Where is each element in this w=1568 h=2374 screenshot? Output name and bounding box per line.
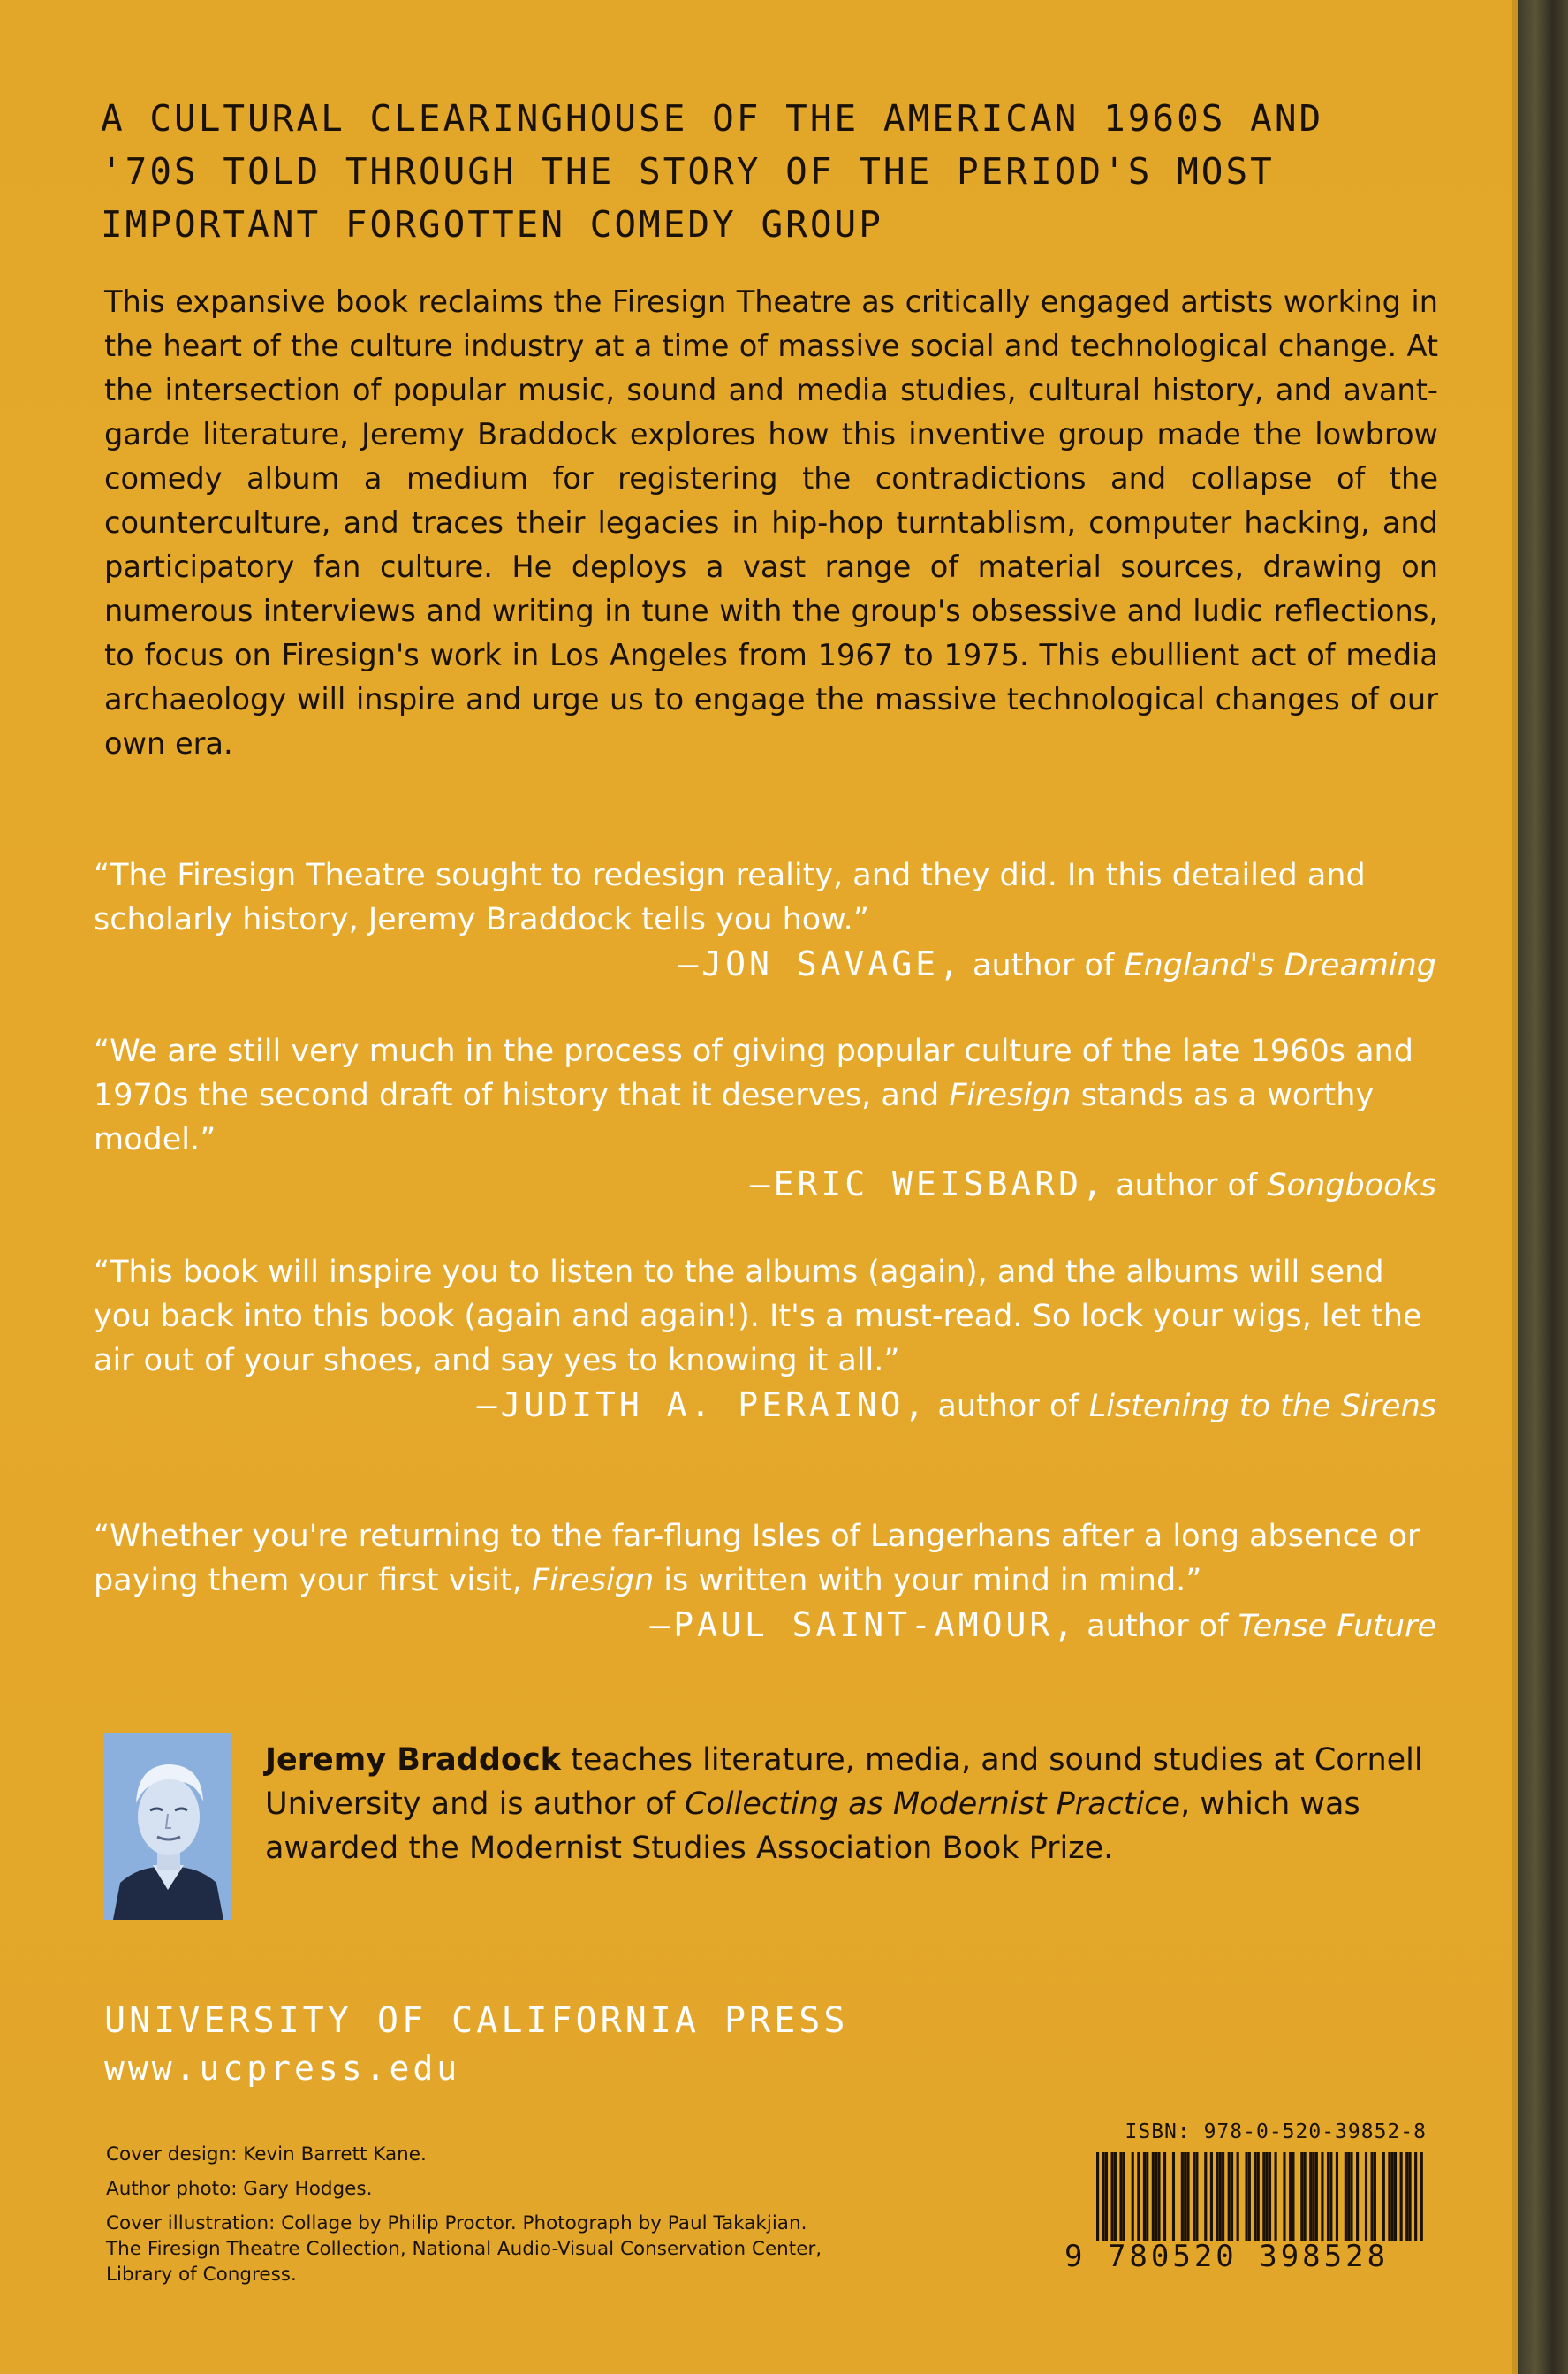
barcode-bar bbox=[1345, 2152, 1347, 2241]
barcode-bar bbox=[1347, 2152, 1350, 2241]
barcode-bar bbox=[1172, 2152, 1175, 2241]
barcode-bar bbox=[1152, 2152, 1155, 2241]
quote-author-name: —JUDITH A. PERAINO, bbox=[476, 1385, 928, 1424]
barcode-bar bbox=[1350, 2152, 1352, 2241]
quote-author-name: —JON SAVAGE, bbox=[678, 944, 963, 983]
barcode-bar bbox=[1114, 2152, 1117, 2241]
barcode-bar bbox=[1309, 2152, 1312, 2241]
quote-author-name: —PAUL SAINT-AMOUR, bbox=[649, 1605, 1078, 1644]
spine-strip bbox=[1518, 0, 1568, 2374]
credit-cover-illustration: Cover illustration: Collage by Philip Proctor. Photograph by Paul Takakjian. The Firesign Theatre Collection, National Audio-Visual Conservation Center, Library of Congress. bbox=[106, 2212, 822, 2286]
author-book: Collecting as Modernist Practice bbox=[685, 1786, 1181, 1822]
blurb-quote bbox=[94, 1514, 1436, 1649]
isbn-label: ISBN: 978-0-520-39852-8 bbox=[1125, 2120, 1427, 2143]
tagline: A CULTURAL CLEARINGHOUSE OF THE AMERICAN 1960S AND '70S TOLD THROUGH THE STORY OF THE PERIOD'S MOST IMPORTANT FORGOTTEN COMEDY GROUP bbox=[101, 97, 1324, 246]
quote-attribution bbox=[94, 1603, 1436, 1649]
barcode-bar bbox=[1119, 2152, 1122, 2241]
author-name: Jeremy Braddock bbox=[265, 1742, 561, 1778]
barcode-bar bbox=[1327, 2152, 1329, 2241]
barcode-bar bbox=[1371, 2152, 1374, 2241]
quote-text: “Whether you're returning to the far-flung Isles of Langerhans after a long absence or paying them your first visit, Firesign is written with your mind in mind.” bbox=[94, 1519, 1420, 1598]
quote-author-book: England's Dreaming bbox=[1124, 948, 1436, 983]
barcode-bar bbox=[1374, 2152, 1376, 2241]
barcode-bar bbox=[1105, 2152, 1108, 2241]
barcode-bar bbox=[1405, 2152, 1408, 2241]
barcode-bar bbox=[1219, 2152, 1222, 2241]
barcode bbox=[1096, 2152, 1423, 2241]
barcode-bar bbox=[1300, 2152, 1303, 2241]
barcode-bar bbox=[1408, 2152, 1411, 2241]
barcode-bar bbox=[1365, 2152, 1367, 2241]
cover-credits bbox=[106, 2142, 830, 2296]
barcode-bar bbox=[1321, 2152, 1323, 2241]
barcode-bar bbox=[1400, 2152, 1403, 2241]
barcode-bar bbox=[1163, 2152, 1166, 2241]
quote-author-of: author of bbox=[1087, 1609, 1229, 1644]
barcode-bar bbox=[1231, 2152, 1233, 2241]
barcode-bar bbox=[1275, 2152, 1277, 2241]
barcode-bar bbox=[1257, 2152, 1260, 2241]
barcode-bar bbox=[1420, 2152, 1423, 2241]
barcode-bar bbox=[1137, 2152, 1140, 2241]
barcode-bar bbox=[1102, 2152, 1105, 2241]
barcode-bar bbox=[1391, 2152, 1394, 2241]
barcode-bar bbox=[1329, 2152, 1332, 2241]
credit-author-photo: Author photo: Gary Hodges. bbox=[106, 2178, 373, 2200]
quote-attribution bbox=[94, 1162, 1436, 1208]
barcode-bar bbox=[1096, 2152, 1099, 2241]
barcode-bar bbox=[1222, 2152, 1224, 2241]
quote-author-book: Listening to the Sirens bbox=[1088, 1389, 1436, 1424]
barcode-bar bbox=[1248, 2152, 1251, 2241]
barcode-bar bbox=[1155, 2152, 1157, 2241]
blurb-quote bbox=[94, 1029, 1436, 1208]
isbn-barcode-block bbox=[1064, 2120, 1427, 2297]
barcode-bar bbox=[1394, 2152, 1397, 2241]
barcode-bar bbox=[1266, 2152, 1269, 2241]
barcode-bar bbox=[1204, 2152, 1207, 2241]
quote-author-of: author of bbox=[973, 948, 1115, 983]
quote-attribution bbox=[94, 942, 1436, 988]
publisher-name: UNIVERSITY OF CALIFORNIA PRESS bbox=[104, 2000, 849, 2041]
barcode-bar bbox=[1184, 2152, 1186, 2241]
barcode-bar bbox=[1414, 2152, 1417, 2241]
barcode-bar bbox=[1388, 2152, 1390, 2241]
barcode-bar bbox=[1146, 2152, 1148, 2241]
barcode-bar bbox=[1216, 2152, 1218, 2241]
barcode-bar bbox=[1262, 2152, 1265, 2241]
blurb-quote bbox=[94, 1250, 1436, 1429]
barcode-bar bbox=[1186, 2152, 1189, 2241]
barcode-bar bbox=[1111, 2152, 1114, 2241]
barcode-bar bbox=[1315, 2152, 1318, 2241]
author-photo bbox=[104, 1733, 232, 1920]
barcode-bar bbox=[1123, 2152, 1125, 2241]
barcode-bar bbox=[1283, 2152, 1285, 2241]
credit-cover-design: Cover design: Kevin Barrett Kane. bbox=[106, 2143, 427, 2165]
quote-author-of: author of bbox=[937, 1389, 1079, 1424]
book-description: This expansive book reclaims the Firesign Theatre as critically engaged artists working in the heart of the culture industry at a time of massive social and technological change. At the intersection of popular music, sound and media studies, cultural history, and avant-garde literature, Jeremy Braddock explores how this inventive group made the lowbrow comedy album a medium for registering the contradictions and collapse of the counterculture, and traces their legacies in hip-hop turntablism, computer hacking, and participatory fan culture. He deploys a vast range of material sources, drawing on numerous interviews and writing in tune with the group's obsessive and ludic reflections, to focus on Firesign's work in Los Angeles from 1967 to 1975. This ebullient act of media archaeology will inspire and urge us to engage the massive technological changes of our own era. bbox=[104, 284, 1438, 761]
barcode-bar bbox=[1195, 2152, 1198, 2241]
barcode-bar bbox=[1382, 2152, 1385, 2241]
author-portrait-illustration bbox=[104, 1733, 232, 1920]
author-bio: Jeremy Braddock teaches literature, media, and sound studies at Cornell University and is author of Collecting as Modernist Practice, which was awarded the Modernist Studies Association Book Prize. bbox=[265, 1742, 1423, 1866]
quote-author-name: —ERIC WEISBARD, bbox=[749, 1164, 1106, 1203]
barcode-bar bbox=[1336, 2152, 1338, 2241]
barcode-bar bbox=[1210, 2152, 1213, 2241]
barcode-bar bbox=[1193, 2152, 1195, 2241]
quote-author-of: author of bbox=[1116, 1168, 1258, 1203]
barcode-bar bbox=[1289, 2152, 1292, 2241]
quote-author-book: Songbooks bbox=[1267, 1168, 1436, 1203]
barcode-bar bbox=[1237, 2152, 1239, 2241]
publisher-website: www.ucpress.edu bbox=[104, 2049, 461, 2088]
barcode-bar bbox=[1245, 2152, 1247, 2241]
barcode-bar bbox=[1132, 2152, 1134, 2241]
barcode-bar bbox=[1181, 2152, 1184, 2241]
quote-text: “This book will inspire you to listen to the albums (again), and the albums will send you back into this book (again and again!). It's a must-read. So lock your wigs, let the air out of your shoes, and say yes to knowing it all.” bbox=[94, 1255, 1422, 1378]
barcode-bar bbox=[1254, 2152, 1256, 2241]
barcode-bar bbox=[1292, 2152, 1294, 2241]
barcode-bar bbox=[1157, 2152, 1160, 2241]
quote-attribution bbox=[94, 1383, 1436, 1429]
barcode-bar bbox=[1312, 2152, 1314, 2241]
quote-author-book: Tense Future bbox=[1238, 1609, 1436, 1644]
quote-text: “The Firesign Theatre sought to redesign reality, and they did. In this detailed and scholarly history, Jeremy Braddock tells you how.” bbox=[94, 858, 1366, 937]
quote-text: “We are still very much in the process of giving popular culture of the late 1960s and 1970s the second draft of history that it deserves, and Firesign stands as a worthy model.” bbox=[94, 1034, 1413, 1157]
barcode-bar bbox=[1228, 2152, 1231, 2241]
barcode-bar bbox=[1304, 2152, 1307, 2241]
barcode-bar bbox=[1143, 2152, 1146, 2241]
blurb-quote bbox=[94, 853, 1436, 988]
barcode-bar bbox=[1269, 2152, 1271, 2241]
barcode-bar bbox=[1356, 2152, 1359, 2241]
isbn-digits: 9 780520 398528 bbox=[1064, 2239, 1390, 2274]
